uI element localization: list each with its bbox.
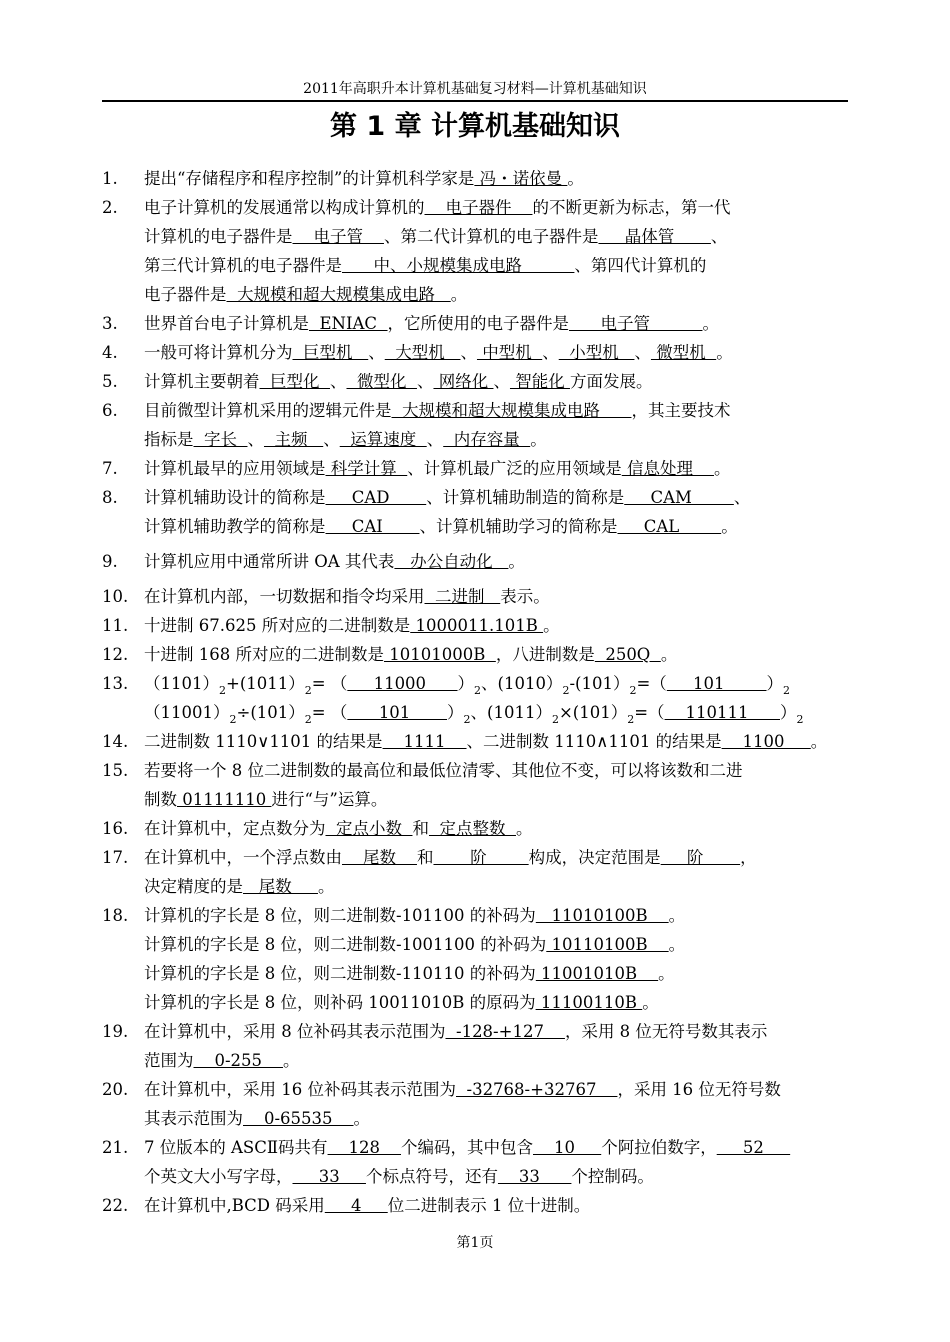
text-segment: 、: [329, 372, 347, 391]
question-number: 20.: [102, 1080, 129, 1099]
question-line: [102, 640, 850, 669]
text-segment: 。: [353, 1109, 371, 1128]
answer-blank: 4: [324, 1196, 388, 1215]
text-segment: 、计算机辅助学习的简称是: [419, 517, 618, 536]
question-line: [102, 814, 850, 843]
text-segment: 、第二代计算机的电子器件是: [383, 227, 599, 246]
question-number: 7.: [102, 459, 118, 478]
text-segment: 在计算机中，采用 16 位补码其表示范围为: [144, 1080, 456, 1099]
answer-blank: 二进制: [424, 587, 501, 606]
text-segment: 指标是: [144, 430, 194, 449]
text-segment: 、: [634, 343, 651, 362]
question-line: [102, 367, 850, 396]
answer-blank: 智能化: [509, 372, 570, 391]
question-text: [144, 193, 850, 222]
question-line: [102, 512, 850, 541]
answer-blank: -128-+127: [445, 1022, 565, 1041]
text-segment: 电子器件是: [144, 285, 227, 304]
answer-blank: 101: [347, 703, 448, 722]
question-line: [102, 1162, 850, 1191]
question-text: [144, 1191, 850, 1220]
question-number: 2.: [102, 198, 118, 217]
question-line: [102, 756, 850, 785]
answer-blank: 1111: [382, 732, 467, 751]
question-line: [102, 396, 850, 425]
answer-blank: 大规模和超大规模集成电路: [391, 401, 632, 420]
answer-blank: 定点整数: [428, 819, 516, 838]
text-segment: 十进制 168 所对应的二进制数是: [144, 645, 384, 664]
base-subscript: 2: [219, 684, 226, 697]
question-text: [144, 222, 850, 251]
text-segment: ）: [447, 703, 464, 722]
text-segment: +(1011）: [226, 674, 305, 693]
question-number: [102, 280, 144, 309]
answer-blank: 11000: [347, 674, 458, 693]
text-segment: 目前微型计算机采用的逻辑元件是: [144, 401, 392, 420]
question-number: 4.: [102, 343, 118, 362]
question-number: [102, 512, 144, 541]
text-segment: 。: [658, 964, 675, 983]
text-segment: （11001）: [144, 703, 230, 722]
question-number: 13.: [102, 674, 129, 693]
text-segment: ，它所使用的电子器件是: [387, 314, 570, 333]
text-segment: ）: [457, 674, 475, 693]
base-subscript: 2: [562, 684, 570, 697]
answer-blank: 晶体管: [598, 227, 711, 246]
question-line: [102, 582, 850, 611]
answer-blank: ENIAC: [309, 314, 388, 333]
text-segment: 世界首台电子计算机是: [144, 314, 309, 333]
base-subscript: 2: [463, 713, 471, 726]
text-segment: 个控制码。: [571, 1167, 654, 1186]
answer-blank: -32768-+32767: [456, 1080, 618, 1099]
question-number: [102, 698, 144, 727]
text-segment: 方面发展。: [569, 372, 653, 391]
answer-blank: 信息处理: [621, 459, 714, 478]
text-segment: 在计算机中，定点数分为: [144, 819, 326, 838]
text-segment: =（: [634, 703, 665, 722]
question-text: [144, 251, 850, 280]
base-subscript: 2: [796, 713, 804, 726]
answer-blank: 0-65535: [243, 1109, 354, 1128]
base-subscript: 2: [629, 684, 637, 697]
base-subscript: 2: [474, 684, 482, 697]
question-text: [144, 901, 850, 930]
question-line: [102, 988, 850, 1017]
text-segment: 。: [567, 169, 584, 188]
question-list: [102, 164, 850, 1220]
answer-blank: 10101000B: [383, 645, 496, 664]
text-segment: 7 位版本的 ASCⅡ码共有: [144, 1138, 328, 1157]
text-segment: 、: [542, 343, 559, 362]
question-number: 14.: [102, 732, 129, 751]
question-number: 6.: [102, 401, 118, 420]
text-segment: 表示。: [500, 587, 550, 606]
question-text: [144, 367, 850, 396]
text-segment: 、: [323, 430, 340, 449]
text-segment: 计算机主要朝着: [144, 372, 260, 391]
question-line: [102, 547, 850, 576]
text-segment: 。: [450, 285, 468, 304]
answer-blank: CAM: [624, 488, 734, 507]
question-line: [102, 930, 850, 959]
answer-blank: 128: [327, 1138, 401, 1157]
answer-blank: 定点小数: [325, 819, 413, 838]
question-number: 16.: [102, 819, 129, 838]
answer-blank: 冯・诺依曼: [474, 169, 568, 188]
text-segment: 。: [317, 877, 335, 896]
answer-blank: 微型机: [650, 343, 717, 362]
question-line: [102, 251, 850, 280]
text-segment: 计算机应用中通常所讲 OA 其代表: [144, 552, 395, 571]
text-segment: 计算机的电子器件是: [144, 227, 293, 246]
question-line: [102, 669, 850, 698]
question-number: 19.: [102, 1022, 129, 1041]
answer-blank: 中型机: [476, 343, 543, 362]
text-segment: 提出“存储程序和程序控制”的计算机科学家是: [144, 169, 475, 188]
question-number: 8.: [102, 488, 118, 507]
question-text: [144, 611, 850, 640]
text-segment: 位二进制表示 1 位十进制。: [387, 1196, 591, 1215]
question-text: [144, 698, 850, 727]
text-segment: 、第四代计算机的: [574, 256, 707, 275]
text-segment: 和: [416, 848, 434, 867]
text-segment: 。: [716, 343, 733, 362]
question-text: [144, 309, 850, 338]
answer-blank: 01111110: [177, 790, 272, 809]
text-segment: 。: [713, 459, 731, 478]
text-segment: 个标点符号，还有: [365, 1167, 498, 1186]
question-text: [144, 483, 850, 512]
answer-blank: 中、小规模集成电路: [342, 256, 575, 275]
base-subscript: 2: [304, 684, 312, 697]
text-segment: 制数: [144, 790, 177, 809]
question-number: [102, 1162, 144, 1191]
text-segment: ÷(101）: [236, 703, 305, 722]
question-line: [102, 698, 850, 727]
question-number: 3.: [102, 314, 118, 333]
text-segment: 在计算机中，采用 8 位补码其表示范围为: [144, 1022, 446, 1041]
question-line: [102, 164, 850, 193]
text-segment: 。: [702, 314, 719, 333]
answer-blank: 250Q: [594, 645, 661, 664]
chapter-title: 第 1 章 计算机基础知识: [330, 111, 620, 142]
base-subscript: 2: [304, 713, 312, 726]
question-line: [102, 222, 850, 251]
question-number: 22.: [102, 1196, 129, 1215]
text-segment: 在计算机内部，一切数据和指令均采用: [144, 587, 425, 606]
question-number: [102, 930, 144, 959]
text-segment: 个阿拉伯数字，: [601, 1138, 717, 1157]
question-text: [144, 930, 850, 959]
text-segment: 、(1011）: [470, 703, 552, 722]
text-segment: ）: [780, 703, 797, 722]
text-segment: ，采用 8 位无符号数其表示: [564, 1022, 768, 1041]
answer-blank: 阶: [433, 848, 529, 867]
answer-blank: 10110100B: [546, 935, 669, 954]
question-number: 5.: [102, 372, 118, 391]
answer-blank: 办公自动化: [394, 552, 509, 571]
answer-blank: 大规模和超大规模集成电路: [226, 285, 451, 304]
text-segment: 。: [660, 645, 678, 664]
question-text: [144, 785, 850, 814]
question-line: [102, 1075, 850, 1104]
text-segment: 十进制 67.625 所对应的二进制数是: [144, 616, 411, 635]
question-text: [144, 872, 850, 901]
text-segment: 在计算机中,BCD 码采用: [144, 1196, 325, 1215]
question-text: [144, 988, 850, 1017]
question-text: [144, 640, 850, 669]
answer-blank: 101: [666, 674, 767, 693]
question-text: [144, 843, 850, 872]
question-line: [102, 1017, 850, 1046]
answer-blank: 内存容量: [443, 430, 531, 449]
question-line: [102, 843, 850, 872]
text-segment: = （: [311, 674, 348, 693]
question-text: [144, 1162, 850, 1191]
question-line: [102, 280, 850, 309]
question-line: [102, 901, 850, 930]
question-number: [102, 988, 144, 1017]
question-text: [144, 582, 850, 611]
question-line: [102, 727, 850, 756]
text-segment: 一般可将计算机分为: [144, 343, 293, 362]
text-segment: 。: [530, 430, 547, 449]
question-number: [102, 785, 144, 814]
base-subscript: 2: [229, 713, 237, 726]
question-line: [102, 193, 850, 222]
question-text: [144, 727, 850, 756]
question-text: [144, 959, 850, 988]
question-number: [102, 222, 144, 251]
text-segment: 计算机最早的应用领域是: [144, 459, 326, 478]
question-text: [144, 454, 850, 483]
text-segment: 、计算机最广泛的应用领域是: [407, 459, 622, 478]
text-segment: 计算机的字长是 8 位，则二进制数-110110 的补码为: [144, 964, 536, 983]
answer-blank: 巨型机: [292, 343, 369, 362]
text-segment: 。: [543, 616, 560, 635]
answer-blank: 小型机: [558, 343, 635, 362]
text-segment: -(101）: [569, 674, 630, 693]
question-text: [144, 756, 850, 785]
question-text: [144, 396, 850, 425]
answer-blank: 33: [497, 1167, 572, 1186]
text-segment: 决定精度的是: [144, 877, 243, 896]
page-number: 第1页: [456, 1235, 494, 1251]
question-line: [102, 309, 850, 338]
text-segment: 。: [721, 517, 738, 536]
answer-blank: 主频: [263, 430, 324, 449]
question-number: 17.: [102, 848, 129, 867]
answer-blank: 52: [716, 1138, 791, 1157]
answer-blank: 1000011.101B: [410, 616, 544, 635]
answer-blank: 微型化: [346, 372, 417, 391]
question-line: [102, 872, 850, 901]
text-segment: 、: [426, 430, 444, 449]
text-segment: 。: [508, 552, 525, 571]
question-text: [144, 669, 850, 698]
question-number: [102, 1104, 144, 1133]
question-line: [102, 338, 850, 367]
text-segment: ×(101）: [558, 703, 628, 722]
text-segment: 。: [810, 732, 828, 751]
question-line: [102, 959, 850, 988]
question-text: [144, 547, 850, 576]
text-segment: 其表示范围为: [144, 1109, 243, 1128]
text-segment: ，: [740, 848, 757, 867]
answer-blank: CAD: [325, 488, 427, 507]
question-number: 9.: [102, 552, 118, 571]
text-segment: ，八进制数是: [495, 645, 595, 664]
answer-blank: 科学计算: [325, 459, 408, 478]
text-segment: 。: [283, 1051, 300, 1070]
text-segment: 第三代计算机的电子器件是: [144, 256, 342, 275]
answer-blank: 11010100B: [535, 906, 669, 925]
text-segment: 。: [642, 993, 659, 1012]
answer-blank: 1100: [721, 732, 811, 751]
text-segment: 、二进制数 1110∧1101 的结果是: [466, 732, 722, 751]
text-segment: 计算机的字长是 8 位，则二进制数-1001100 的补码为: [144, 935, 547, 954]
text-segment: 、: [460, 343, 477, 362]
text-segment: 电子计算机的发展通常以构成计算机的: [144, 198, 425, 217]
base-subscript: 2: [551, 713, 559, 726]
answer-blank: 巨型化: [259, 372, 330, 391]
text-segment: 和: [412, 819, 429, 838]
answer-blank: 0-255: [193, 1051, 284, 1070]
question-line: [102, 1191, 850, 1220]
answer-blank: 网络化: [433, 372, 494, 391]
answer-blank: 尾数: [342, 848, 417, 867]
question-number: [102, 959, 144, 988]
text-segment: 计算机辅助设计的简称是: [144, 488, 326, 507]
answer-blank: 运算速度: [339, 430, 427, 449]
answer-blank: 10: [533, 1138, 602, 1157]
question-number: 11.: [102, 616, 129, 635]
answer-blank: CAI: [325, 517, 420, 536]
answer-blank: 电子管: [292, 227, 384, 246]
header-rule: [102, 100, 848, 102]
text-segment: 、: [247, 430, 264, 449]
question-number: 10.: [102, 587, 129, 606]
answer-blank: CAL: [617, 517, 722, 536]
text-segment: 若要将一个 8 位二进制数的最高位和最低位清零、其他位不变，可以将该数和二进: [144, 761, 743, 780]
text-segment: =（: [636, 674, 667, 693]
question-line: [102, 785, 850, 814]
text-segment: 二进制数 1110∨1101 的结果是: [144, 732, 383, 751]
text-segment: 。: [668, 935, 686, 954]
text-segment: 。: [515, 819, 533, 838]
text-segment: 计算机辅助教学的简称是: [144, 517, 326, 536]
text-segment: 、: [493, 372, 510, 391]
answer-blank: 大型机: [384, 343, 461, 362]
answer-blank: 33: [292, 1167, 366, 1186]
text-segment: 、(1010）: [481, 674, 563, 693]
text-segment: 、: [416, 372, 434, 391]
text-segment: 、: [368, 343, 385, 362]
question-line: [102, 483, 850, 512]
question-text: [144, 1075, 850, 1104]
text-segment: 构成，决定范围是: [528, 848, 661, 867]
question-number: 1.: [102, 169, 118, 188]
answer-blank: 阶: [660, 848, 741, 867]
answer-blank: 110111: [664, 703, 780, 722]
text-segment: ，采用 16 位无符号数: [617, 1080, 781, 1099]
text-segment: 个英文大小写字母，: [144, 1167, 293, 1186]
answer-blank: 电子器件: [424, 198, 533, 217]
text-segment: （1101）: [144, 674, 219, 693]
text-segment: 范围为: [144, 1051, 194, 1070]
answer-blank: 11100110B: [535, 993, 643, 1012]
question-line: [102, 1046, 850, 1075]
answer-blank: 字长: [193, 430, 248, 449]
question-text: [144, 1046, 850, 1075]
text-segment: 个编码，其中包含: [401, 1138, 533, 1157]
text-segment: 的不断更新为标志，第一代: [532, 198, 731, 217]
question-number: 21.: [102, 1138, 129, 1157]
text-segment: ）: [766, 674, 783, 693]
question-text: [144, 280, 850, 309]
question-line: [102, 425, 850, 454]
question-number: 12.: [102, 645, 129, 664]
text-segment: 。: [668, 906, 686, 925]
question-text: [144, 1133, 850, 1162]
answer-blank: 电子管: [569, 314, 703, 333]
question-text: [144, 1104, 850, 1133]
question-line: [102, 611, 850, 640]
question-line: [102, 454, 850, 483]
text-segment: 计算机的字长是 8 位，则二进制数-101100 的补码为: [144, 906, 536, 925]
question-number: 15.: [102, 761, 129, 780]
text-segment: 计算机的字长是 8 位，则补码 10011010B 的原码为: [144, 993, 536, 1012]
text-segment: 、计算机辅助制造的简称是: [426, 488, 625, 507]
question-number: [102, 251, 144, 280]
text-segment: = （: [311, 703, 348, 722]
answer-blank: 尾数: [243, 877, 318, 896]
text-segment: 、: [710, 227, 728, 246]
text-segment: 、: [733, 488, 751, 507]
question-number: [102, 872, 144, 901]
question-text: [144, 1017, 850, 1046]
question-text: [144, 512, 850, 541]
question-text: [144, 425, 850, 454]
text-segment: 在计算机中，一个浮点数由: [144, 848, 342, 867]
question-number: [102, 425, 144, 454]
page-header: 2011年高职升本计算机基础复习材料—计算机基础知识: [303, 81, 647, 97]
text-segment: 进行“与”运算。: [271, 790, 388, 809]
question-text: [144, 814, 850, 843]
question-text: [144, 338, 850, 367]
answer-blank: 11001010B: [535, 964, 659, 983]
base-subscript: 2: [783, 684, 790, 697]
question-text: [144, 164, 850, 193]
question-line: [102, 1104, 850, 1133]
question-number: 18.: [102, 906, 129, 925]
text-segment: ，其主要技术: [631, 401, 731, 420]
question-number: [102, 1046, 144, 1075]
base-subscript: 2: [627, 713, 635, 726]
question-line: [102, 1133, 850, 1162]
